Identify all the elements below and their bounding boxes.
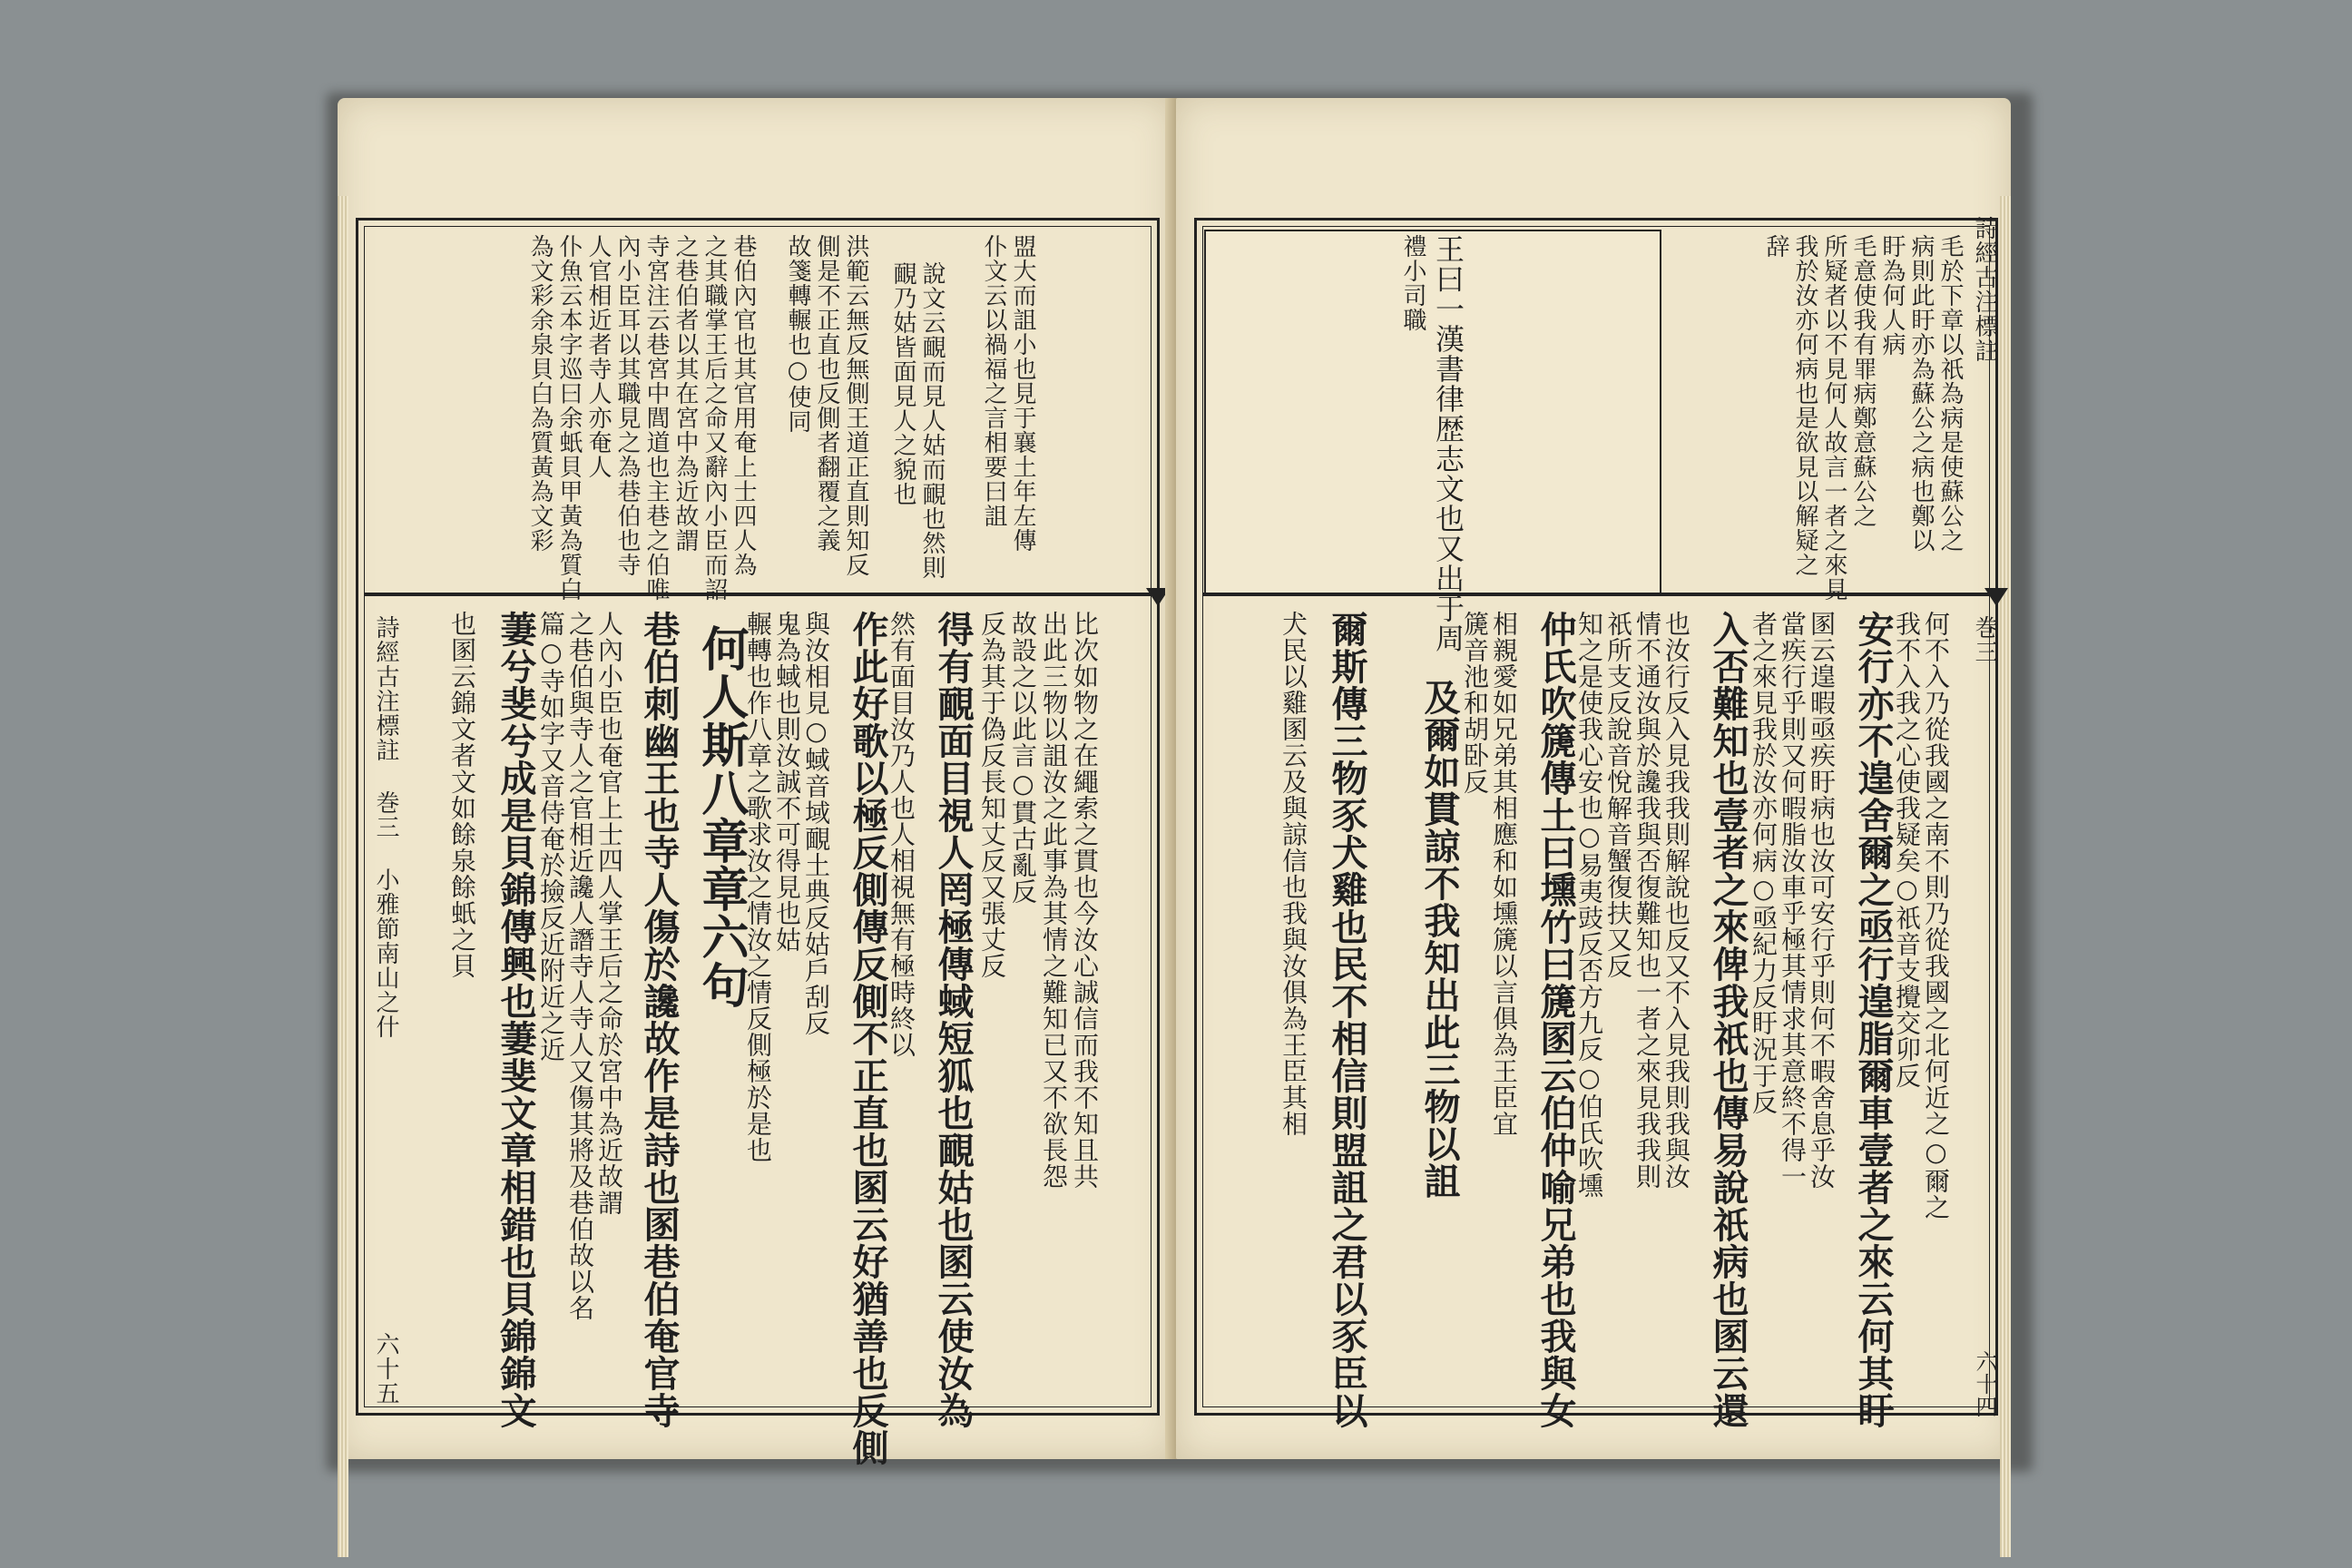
right-main-col-16: 爾斯傳三物豕犬雞也民不相信則盟詛之君以豕臣以 — [1326, 611, 1368, 1429]
right-header-note-1: 毛於下章以祇為病是使蘇公之 — [1936, 234, 1964, 553]
right-main-col-9: 情不通汝與於讒我與否復難知也一者之來見我我則 — [1632, 611, 1662, 1190]
left-header-divider — [365, 593, 1151, 596]
right-header-note-5: 所疑者以不見何人故言一者之來見 — [1820, 234, 1847, 602]
left-main-col-16: 萋兮斐兮成是貝錦傳興也萋斐文章相錯也貝錦錦文 — [495, 611, 537, 1429]
left-leaf-edge — [338, 196, 348, 1557]
right-main-col-13: 相親愛如兄弟其相應和如壎篪以言俱為王臣宜 — [1489, 611, 1519, 1137]
left-main-col-10: 輾轉也作八章之歌求汝之情汝之情反側極於是也 — [743, 611, 773, 1163]
right-main-col-11: 知之是使我心安也○易夷豉反否方九反○伯氏吹壎 — [1574, 611, 1604, 1199]
right-main-col-7: 入否難知也壹者之來俾我祇也傳易說祇病也圂云還 — [1707, 611, 1749, 1429]
right-main-col-10: 祇所支反說音悅解音蟹復扶又反 — [1603, 611, 1633, 979]
right-volume-label: 巻三 — [1971, 615, 1998, 664]
left-main-col-12: 巷伯刺幽王也寺人傷於讒故作是詩也圂巷伯奄官寺 — [638, 611, 681, 1429]
right-main-col-2: 我不入我之心使我疑矣○祇音支攪交卯反 — [1892, 611, 1922, 1089]
right-main-col-17: 犬民以雞圂云及與諒信也我與汝俱為王臣其相 — [1279, 611, 1308, 1137]
left-main-col-15: 篇○寺如字又音侍奄於撿反近附近之近 — [536, 611, 566, 1063]
left-main-col-4: 反為其于偽反長知丈反又張丈反 — [977, 611, 1007, 979]
right-main-col-5: 當疾行乎則又何暇脂汝車乎極其情求其意終不得一 — [1778, 611, 1808, 1190]
right-header-note-6: 我於汝亦何病也是欲見以解疑之 — [1791, 234, 1818, 577]
right-leaf-edge — [2000, 196, 2011, 1557]
right-header-note-4: 毛意使我有罪病鄭意蘇公之 — [1849, 234, 1877, 528]
left-main-col-17: 也圂云錦文者文如餘泉餘蚔之貝 — [447, 611, 477, 979]
right-main-col-3: 安行亦不遑舍爾之亟行遑脂爾車壹者之來云何其盱 — [1852, 611, 1895, 1429]
left-header-note-7: 故箋轉輾也○使同 — [784, 234, 811, 434]
left-header-note-2: 仆文云以禍福之言相要曰詛 — [980, 234, 1007, 528]
right-leaf-number: 六十四 — [1972, 1350, 1997, 1418]
left-leaf-number: 六十五 — [372, 1332, 399, 1406]
right-main-col-1: 何不入乃從我國之南不則乃從我國之北何近之○爾之 — [1921, 611, 1951, 1220]
left-main-col-1: 比次如物之在繩索之貫也今汝心誠信而我不知且共 — [1070, 611, 1100, 1190]
left-page — [338, 98, 1172, 1466]
right-main-col-14: 篪音池和胡卧反 — [1460, 611, 1490, 795]
right-margin-title: 詩經古注標註 — [1971, 216, 1998, 363]
left-main-col-5: 得有靦面目視人罔極傳蜮短狐也靦姑也圂云使汝為 — [932, 611, 975, 1429]
left-main-col-6: 然有面目汝乃人也人相視無有極時終以 — [887, 611, 916, 1058]
right-main-col-6: 者之來見我於汝亦何病○亟紀力反盱況于反 — [1749, 611, 1779, 1115]
right-header-note-3: 盱為何人病 — [1878, 234, 1906, 357]
header-box-note-2: 禮小司職 — [1399, 234, 1426, 332]
left-main-col-2: 出此三物以詛汝之此事為其情之難知已又不欲長怨 — [1039, 611, 1069, 1190]
left-poem-heading: 何人斯八章章六句 — [693, 624, 749, 1009]
left-main-col-14: 之巷伯與寺人之官相近讒人譖寺人寺人又傷其將及巷伯故以名 — [565, 611, 595, 1321]
left-header-note-11: 寺宮注云巷宮中閭道也主巷之伯唯 — [642, 234, 670, 602]
left-header-note-4: 靦乃姑皆面見人之貌也 — [889, 261, 916, 506]
left-header-note-9: 之其職掌王后之命又辭內小臣而詔 — [701, 234, 728, 602]
left-side-column: 詩經古注標註 巻三 小雅節南山之什 — [372, 615, 399, 1039]
left-header-note-14: 仆魚云本字巡曰余蚔貝甲黃為質白 — [555, 234, 583, 602]
right-header-note-7: 辞 — [1762, 234, 1789, 259]
left-header-note-6: 側是不正直也反側者翻覆之義 — [813, 234, 840, 553]
left-main-col-3: 故設之以此言○貫古亂反 — [1008, 611, 1038, 905]
right-main-col-12: 仲氏吹篪傳土曰壎竹曰篪圂云伯仲喻兄弟也我與女 — [1534, 611, 1577, 1429]
right-main-col-8: 也汝行反入見我我則解說也反又不入見我則我與汝 — [1661, 611, 1691, 1190]
left-header-note-13: 人官相近者寺人亦奄人 — [584, 234, 612, 479]
left-header-note-5: 洪範云無反無側王道正直則知反 — [842, 234, 869, 577]
left-header-note-8: 巷伯內官也其官用奄上士四人為 — [730, 234, 757, 577]
right-main-col-15: 及爾如貫諒不我知出此三物以詛 — [1418, 679, 1461, 1200]
left-header-note-3: 說文云靦而見人姑而靦也然則 — [918, 261, 946, 580]
right-header-note-2: 病則此盱亦為蘇公之病也鄭以 — [1907, 234, 1935, 553]
header-box-note-1: 王曰一漢書律歴志文也又出于周 — [1431, 234, 1465, 653]
left-header-note-15: 為文彩余泉貝白為質黃為文彩 — [526, 234, 554, 553]
right-page — [1176, 98, 2011, 1459]
left-main-col-7: 作此好歌以極反側傳反側不正直也圂云好猶善也反側 — [847, 611, 889, 1466]
left-main-col-8: 與汝相見○蜮音域靦土典反姑戶刮反 — [801, 611, 831, 1036]
left-header-note-1: 盟大而詛小也見于襄土年左傳 — [1009, 234, 1036, 553]
right-main-col-4: 圂云遑暇亟疾盱病也汝可安行乎則何不暇舍息乎汝 — [1807, 611, 1837, 1190]
left-header-note-12: 內小臣耳以其職見之為巷伯也寺 — [613, 234, 641, 577]
left-main-col-9: 鬼為蜮也則汝誠不可得見也姑 — [772, 611, 802, 953]
left-main-col-13: 人內小臣也奄官上士四人掌王后之命於宮中為近故謂 — [594, 611, 624, 1216]
left-header-note-10: 之巷伯者以其在宮中為近故謂 — [671, 234, 699, 553]
